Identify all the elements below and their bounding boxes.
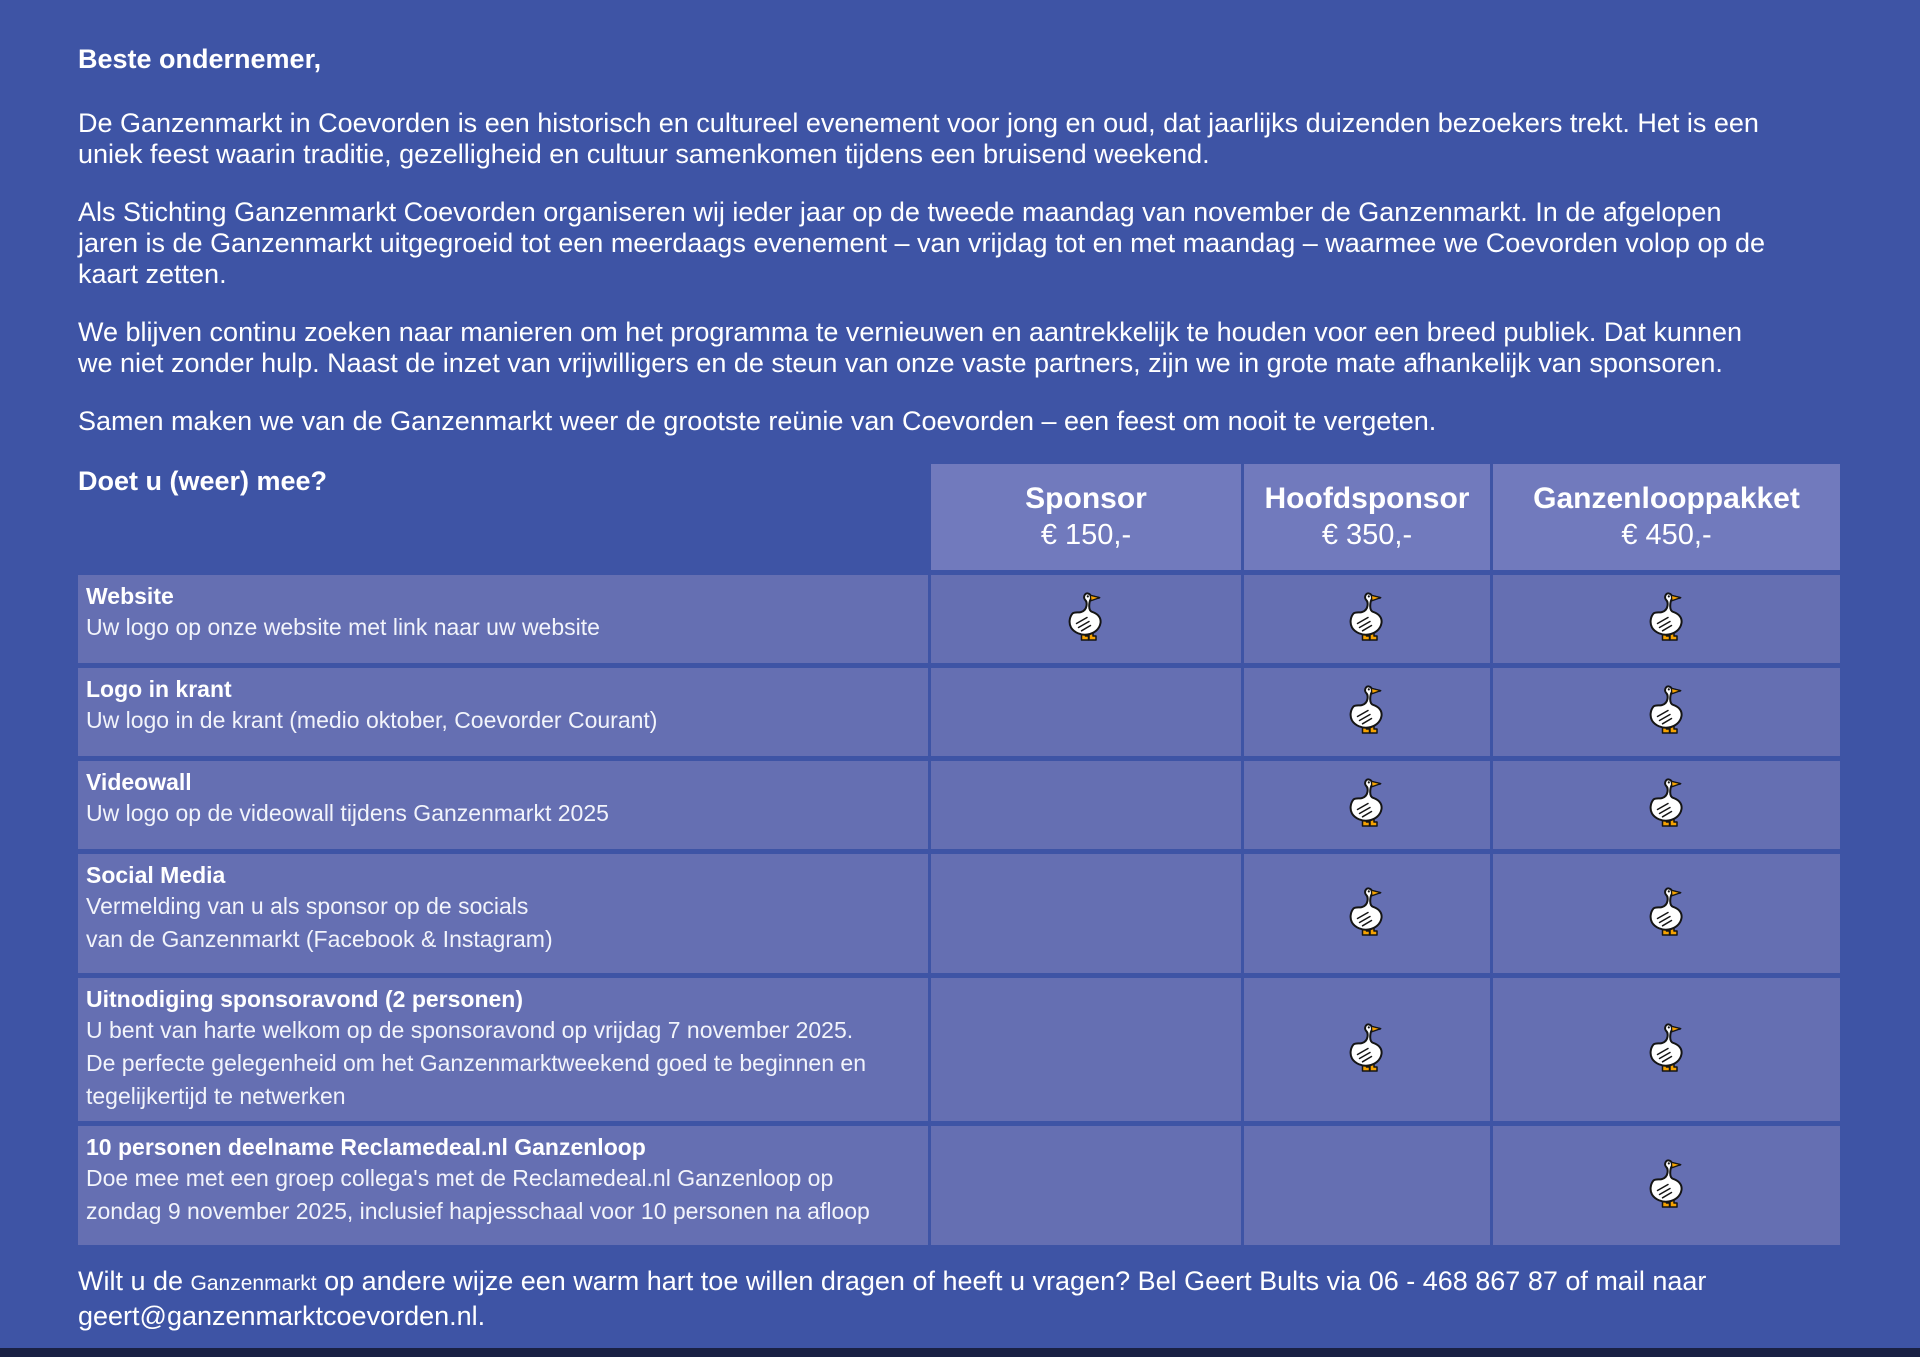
contact-footer-line1 <box>78 1265 1842 1300</box>
sponsor-package-table <box>78 464 1840 1245</box>
benefit-cell <box>1244 668 1490 756</box>
greeting-heading: Beste ondernemer, <box>78 44 322 74</box>
benefit-description: U bent van harte welkom op de sponsoravond op vrijdag 7 november 2025. <box>86 1017 854 1043</box>
support-paragraph <box>78 317 1842 379</box>
bottom-edge-bar <box>0 1348 1920 1357</box>
benefit-label-logo-in-krant <box>78 668 928 756</box>
benefit-label-sponsoravond <box>78 978 928 1121</box>
contact-email: geert@ganzenmarktcoevorden.nl. <box>78 1301 486 1331</box>
goose-icon <box>1647 1023 1687 1077</box>
package-price: € 150,- <box>1040 519 1132 551</box>
goose-icon <box>1347 685 1387 739</box>
benefit-description: zondag 9 november 2025, inclusief hapjesschaal voor 10 personen na afloop <box>86 1198 870 1224</box>
benefit-title: 10 personen deelname Reclamedeal.nl Ganzenloop <box>86 1134 646 1160</box>
footer-text: op andere wijze een warm hart toe willen dragen of heeft u vragen? Bel Geert Bults via 06 - 468 867 87 of mail naar <box>316 1266 1707 1296</box>
benefit-cell <box>931 854 1241 973</box>
benefit-description: Doe mee met een groep collega's met de Reclamedeal.nl Ganzenloop op <box>86 1165 834 1191</box>
benefit-cell <box>1493 978 1840 1121</box>
benefit-title: Logo in krant <box>86 676 232 702</box>
paragraph-line: Samen maken we van de Ganzenmarkt weer de grootste reünie van Coevorden – een feest om nooit te vergeten. <box>78 406 1437 436</box>
paragraph-line: uniek feest waarin traditie, gezelligheid en cultuur samenkomen tijdens een bruisend weekend. <box>78 139 1210 169</box>
benefit-description: De perfecte gelegenheid om het Ganzenmarktweekend goed te beginnen en <box>86 1050 866 1076</box>
package-name: Hoofdsponsor <box>1264 482 1470 515</box>
goose-icon <box>1647 778 1687 832</box>
benefit-cell <box>931 1126 1241 1245</box>
benefit-cell <box>931 761 1241 849</box>
goose-icon <box>1347 778 1387 832</box>
benefit-title: Uitnodiging sponsoravond (2 personen) <box>86 986 523 1012</box>
benefit-title: Website <box>86 583 174 609</box>
benefit-cell <box>1493 575 1840 663</box>
flyer-content <box>78 44 1842 1332</box>
benefit-cell <box>1244 575 1490 663</box>
benefit-cell <box>1493 854 1840 973</box>
benefit-cell <box>1244 761 1490 849</box>
brand-name: Ganzenmarkt <box>190 1272 317 1295</box>
paragraph-line: jaren is de Ganzenmarkt uitgegroeid tot een meerdaags evenement – van vrijdag tot en met maandag – waarmee we Coevorden volop op de <box>78 228 1766 258</box>
benefit-description: Vermelding van u als sponsor op de socials <box>86 893 529 919</box>
goose-icon <box>1347 1023 1387 1077</box>
paragraph-line: kaart zetten. <box>78 259 227 289</box>
footer-text: Wilt u de <box>78 1266 191 1296</box>
organisation-paragraph <box>78 197 1842 290</box>
package-name: Sponsor <box>1025 482 1147 515</box>
goose-icon <box>1647 887 1687 941</box>
benefit-label-videowall <box>78 761 928 849</box>
package-header-hoofdsponsor <box>1244 464 1490 570</box>
paragraph-line: De Ganzenmarkt in Coevorden is een historisch en cultureel evenement voor jong en oud, dat jaarlijks duizenden bezoekers trekt. Het is een <box>78 108 1759 138</box>
benefit-description: Uw logo in de krant (medio oktober, Coevorder Courant) <box>86 707 658 733</box>
goose-icon <box>1647 685 1687 739</box>
goose-icon <box>1647 1159 1687 1213</box>
benefit-cell <box>1244 1126 1490 1245</box>
package-name: Ganzenlooppakket <box>1533 482 1800 515</box>
goose-icon <box>1647 592 1687 646</box>
benefit-label-website <box>78 575 928 663</box>
paragraph-line: We blijven continu zoeken naar manieren om het programma te vernieuwen en aantrekkelijk te houden voor een breed publiek. Dat kunnen <box>78 317 1743 347</box>
benefit-description: van de Ganzenmarkt (Facebook & Instagram) <box>86 926 553 952</box>
cta-heading: Doet u (weer) mee? <box>78 466 328 496</box>
goose-icon <box>1066 592 1106 646</box>
benefit-cell <box>931 575 1241 663</box>
contact-footer <box>78 1265 1842 1332</box>
paragraph-line: Als Stichting Ganzenmarkt Coevorden organiseren wij ieder jaar op de tweede maandag van november de Ganzenmarkt. In de afgelopen <box>78 197 1722 227</box>
closing-paragraph <box>78 406 1842 437</box>
benefit-cell <box>1244 854 1490 973</box>
benefit-cell <box>1493 668 1840 756</box>
intro-paragraph <box>78 108 1842 170</box>
benefit-label-ganzenloop <box>78 1126 928 1245</box>
paragraph-line: we niet zonder hulp. Naast de inzet van vrijwilligers en de steun van onze vaste partners, zijn we in grote mate afhankelijk van sponsoren. <box>78 348 1723 378</box>
benefit-title: Videowall <box>86 769 192 795</box>
package-header-sponsor <box>931 464 1241 570</box>
benefit-cell <box>1244 978 1490 1121</box>
benefit-description: tegelijkertijd te netwerken <box>86 1083 346 1109</box>
package-header-ganzenlooppakket <box>1493 464 1840 570</box>
goose-icon <box>1347 887 1387 941</box>
goose-icon <box>1347 592 1387 646</box>
benefit-cell <box>1493 1126 1840 1245</box>
benefit-cell <box>1493 761 1840 849</box>
package-price: € 350,- <box>1321 519 1413 551</box>
benefit-title: Social Media <box>86 862 226 888</box>
benefit-description: Uw logo op de videowall tijdens Ganzenmarkt 2025 <box>86 800 609 826</box>
benefit-cell <box>931 668 1241 756</box>
benefit-cell <box>931 978 1241 1121</box>
package-price: € 450,- <box>1621 519 1712 551</box>
benefit-description: Uw logo op onze website met link naar uw website <box>86 614 600 640</box>
benefit-label-social-media <box>78 854 928 973</box>
